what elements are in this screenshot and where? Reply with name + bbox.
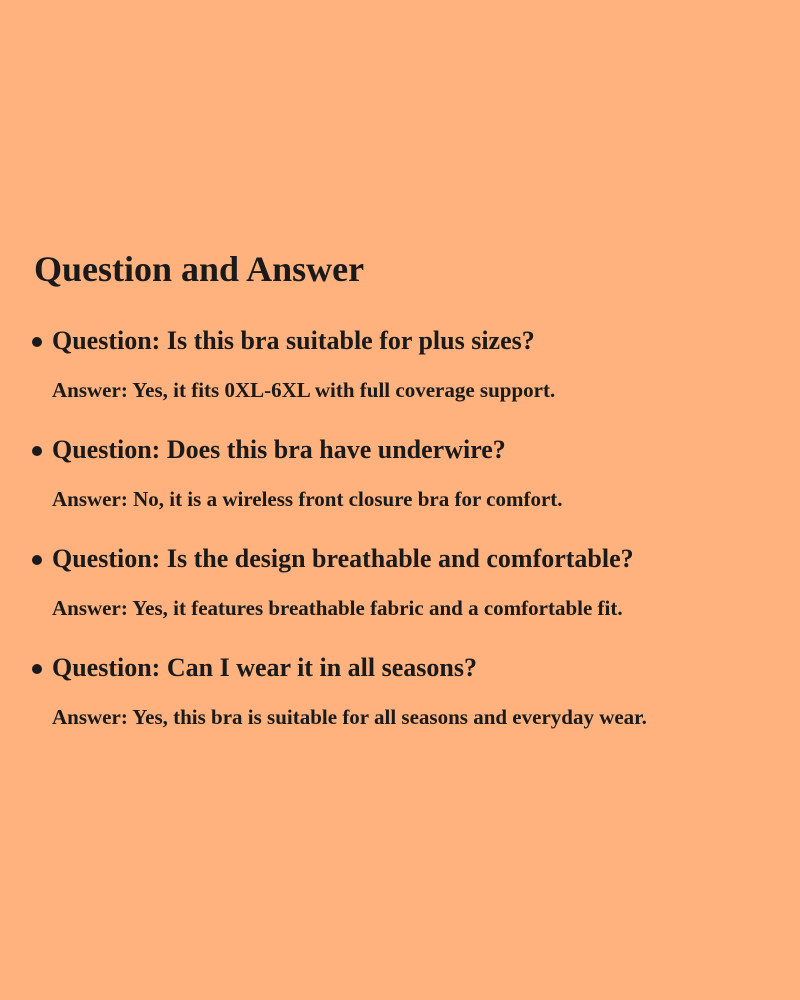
answer-text: Answer: Yes, it features breathable fabric and a comfortable fit. — [52, 596, 623, 620]
question-text: Question: Does this bra have underwire? — [52, 435, 506, 464]
answer-text: Answer: No, it is a wireless front closure bra for comfort. — [52, 487, 563, 511]
qa-item — [32, 538, 800, 647]
question-text: Question: Is this bra suitable for plus sizes? — [52, 326, 535, 355]
page-title: Question and Answer — [34, 249, 365, 289]
qa-item — [32, 429, 800, 538]
bullet-icon — [32, 337, 42, 347]
answer-text: Answer: Yes, this bra is suitable for all seasons and everyday wear. — [52, 705, 647, 729]
qa-list — [32, 320, 800, 756]
qa-item — [32, 320, 800, 429]
answer-text: Answer: Yes, it fits 0XL-6XL with full coverage support. — [52, 378, 556, 402]
question-text: Question: Can I wear it in all seasons? — [52, 653, 477, 682]
bullet-icon — [32, 446, 42, 456]
bullet-icon — [32, 664, 42, 674]
qa-item — [32, 647, 800, 756]
bullet-icon — [32, 555, 42, 565]
question-text: Question: Is the design breathable and comfortable? — [52, 544, 634, 573]
